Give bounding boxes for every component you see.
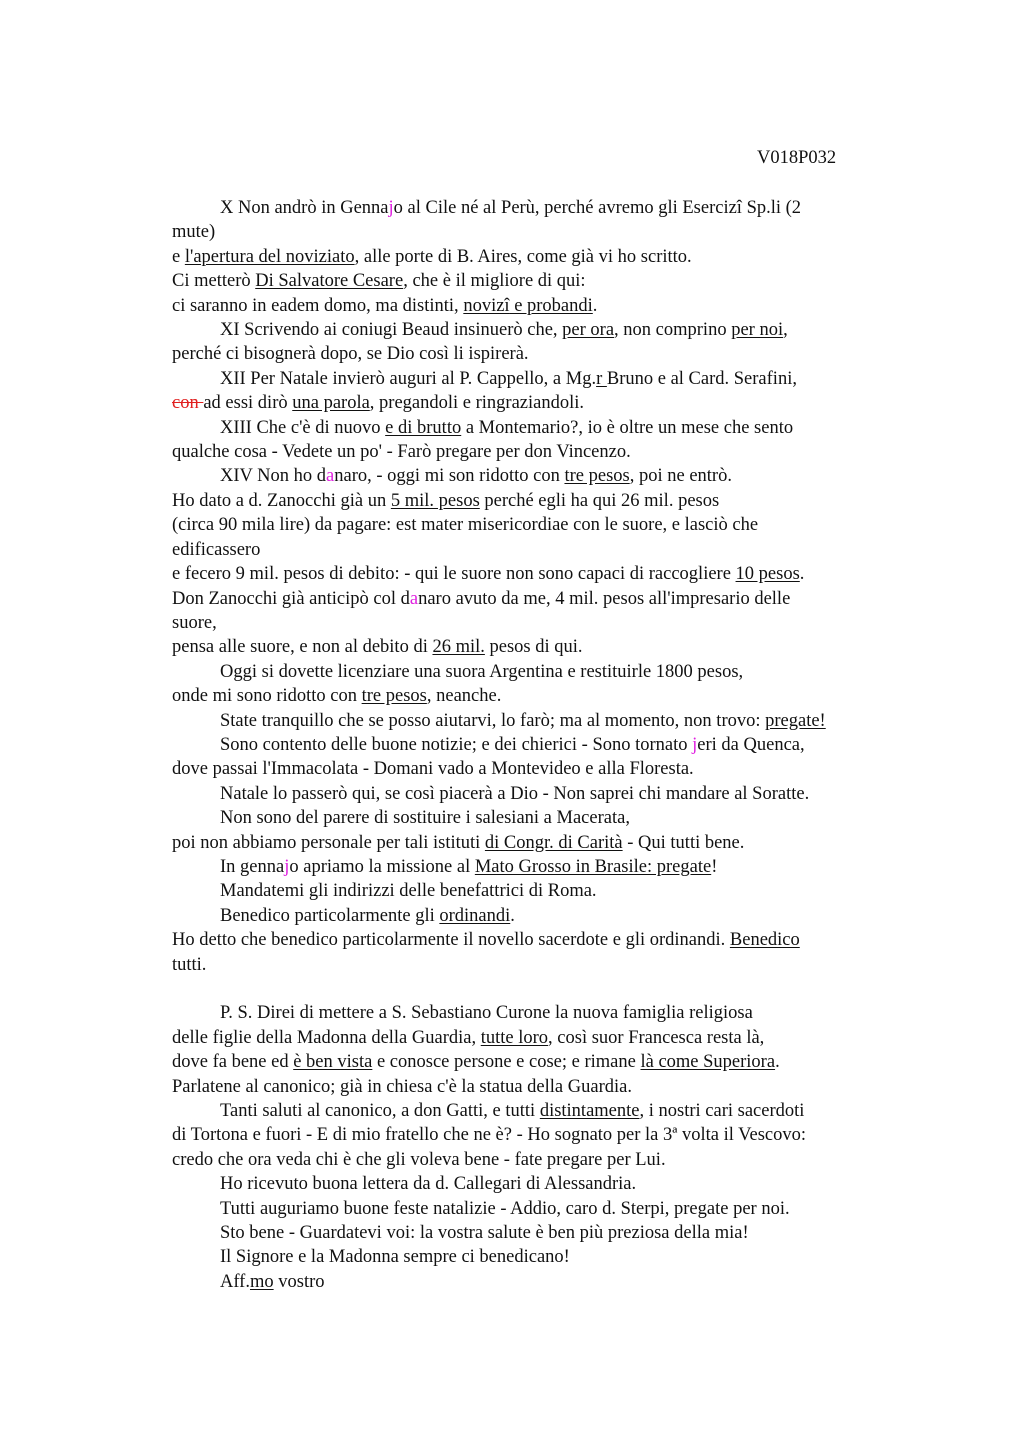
underlined-text: 10 pesos — [735, 564, 800, 585]
text-segment: vostro — [273, 1271, 325, 1292]
text-segment: Benedico particolarmente gli — [220, 905, 440, 926]
text-segment: delle figlie della Madonna della Guardia, — [172, 1027, 481, 1048]
text-line — [172, 953, 902, 977]
text-line — [172, 220, 902, 244]
text-segment: pensa alle suore, e non al debito di — [172, 637, 433, 658]
text-line — [172, 318, 902, 342]
text-segment: dove fa bene ed — [172, 1052, 294, 1073]
text-segment: XIII Che c'è di nuovo — [220, 417, 386, 438]
text-segment: naro avuto da me, 4 mil. pesos all'impresario delle — [418, 588, 791, 609]
text-line — [172, 269, 902, 293]
highlighted-correction: a — [326, 466, 335, 487]
text-segment: suore, — [172, 612, 217, 633]
text-segment: onde mi sono ridotto con — [172, 686, 362, 707]
text-line — [172, 1001, 902, 1025]
text-line — [172, 1075, 902, 1099]
text-segment: . — [799, 564, 805, 585]
text-segment: , poi ne entrò. — [629, 466, 732, 487]
text-segment: o al Cile né al Perù, perché avremo gli Esercizi — [393, 198, 742, 218]
highlighted-correction: j — [388, 198, 394, 218]
text-line — [172, 562, 902, 586]
text-line — [172, 831, 902, 855]
text-segment: Ho dato a d. Zanocchi già un — [172, 490, 391, 511]
text-line — [172, 1123, 902, 1147]
text-line — [172, 733, 902, 757]
text-line — [172, 1245, 902, 1269]
text-segment: ! — [711, 856, 718, 877]
text-line — [172, 709, 902, 733]
text-line — [172, 587, 902, 611]
highlighted-correction: j — [692, 734, 698, 755]
text-line — [172, 684, 902, 708]
underlined-text: tutte loro — [480, 1027, 549, 1048]
text-line — [172, 294, 902, 318]
text-segment: Tutti auguriamo buone feste natalizie - Addio, caro d. Sterpi, pregate per noi. — [220, 1198, 790, 1219]
text-segment: e fecero 9 mil. pesos di debito: - qui le suore non sono capaci di raccogliere — [172, 564, 736, 585]
underlined-text: e probandi — [509, 295, 593, 316]
text-segment: P. S. Direi di mettere a S. Sebastiano Curone la nuova famiglia religiosa — [220, 1003, 753, 1024]
text-segment: Aff. — [220, 1271, 250, 1292]
highlighted-correction: a — [409, 588, 419, 609]
text-segment: dove passai l'Immacolata - Domani vado a Montevideo e alla Floresta. — [172, 759, 694, 780]
text-segment: poi non abbiamo personale per tali istituti — [172, 832, 485, 853]
text-line — [172, 1197, 902, 1221]
text-line — [172, 538, 902, 562]
text-segment: Mandatemi gli indirizzi delle benefattrici di Roma. — [220, 881, 597, 902]
text-segment: , che è il migliore di qui: — [403, 271, 586, 292]
underlined-text: ordinandi — [439, 905, 511, 926]
deleted-text: con — [172, 393, 204, 414]
underlined-text: novizi — [463, 295, 510, 316]
text-line — [172, 635, 902, 659]
underlined-text: mo — [249, 1271, 274, 1292]
underlined-text: tre pesos — [564, 466, 630, 487]
text-segment: Sono contento delle buone notizie; e dei chierici - Sono tornato — [220, 734, 693, 755]
underlined-text: per noi — [731, 320, 784, 341]
page-id: V018P032 — [757, 148, 837, 168]
text-segment: - Qui tutti bene. — [622, 832, 745, 853]
text-line — [172, 1221, 902, 1245]
letter-body — [172, 196, 902, 1294]
text-segment: Parlatene al canonico; già in chiesa c'è la statua della Guardia. — [172, 1076, 632, 1097]
text-segment: edificassero — [172, 539, 261, 560]
text-segment: . — [592, 295, 598, 316]
text-segment: Tanti saluti al canonico, a don Gatti, e tutti — [220, 1101, 540, 1122]
text-line — [172, 440, 902, 464]
text-segment: , così suor Francesca resta là, — [548, 1027, 765, 1048]
text-segment: Bruno e al Card. Serafini, — [606, 368, 797, 389]
text-segment: di Tortona e fuori - E di mio fratello che ne è? - Ho sognato per la 3ª volta il Vescovo: — [172, 1125, 807, 1146]
text-segment: Non sono del parere di sostituire i salesiani a Macerata, — [220, 808, 630, 829]
text-segment: (circa 90 mila lire) da pagare: est mater misericordiae con le suore, e lasciò che — [172, 515, 759, 536]
text-segment: , — [783, 320, 788, 341]
text-segment: . — [510, 905, 515, 926]
text-segment: Oggi si dovette licenziare una suora Argentina e restituirle 1800 pesos, — [220, 661, 744, 682]
text-line — [172, 1099, 902, 1123]
underlined-text: distintamente — [539, 1101, 640, 1122]
underlined-text: tre pesos — [361, 686, 427, 707]
text-segment: perché ci bisognerà dopo, se Dio così li ispirerà. — [172, 344, 529, 365]
text-segment: . — [775, 1052, 780, 1073]
text-segment: e — [172, 246, 185, 267]
text-line — [172, 513, 902, 537]
text-segment: Ho detto che benedico particolarmente il novello sacerdote e gli ordinandi. — [172, 930, 730, 951]
text-line — [172, 660, 902, 684]
text-line — [172, 416, 902, 440]
text-segment: ci saranno in eadem domo, ma distinti, — [172, 295, 464, 316]
underlined-text: una parola — [292, 393, 370, 414]
text-line — [172, 489, 902, 513]
underlined-text: l'apertura del noviziato — [184, 246, 355, 267]
text-segment: Sto bene - Guardatevi voi: la vostra salute è ben più preziosa della mia! — [220, 1223, 749, 1244]
text-segment: , alle porte di B. Aires, come già vi ho scritto. — [354, 246, 692, 267]
text-line — [172, 1270, 902, 1294]
text-line — [172, 245, 902, 269]
text-segment: eri da Quenca, — [697, 734, 805, 755]
text-segment: naro, - oggi mi son ridotto con — [334, 466, 565, 487]
text-segment: XI Scrivendo ai coniugi Beaud insinuerò che, — [220, 320, 563, 341]
underlined-text: Benedico — [729, 930, 800, 951]
text-line — [172, 904, 902, 928]
underlined-text: Mato Grosso in Brasile: pregate — [474, 856, 712, 877]
text-segment: pesos di qui. — [484, 637, 583, 658]
text-segment: Natale lo passerò qui, se così piacerà a Dio - Non saprei chi mandare al Soratte. — [220, 783, 810, 804]
text-line — [172, 342, 902, 366]
text-line — [172, 1148, 902, 1172]
text-line — [172, 1026, 902, 1050]
underlined-text: 26 mil. — [432, 637, 485, 658]
text-segment: perché egli ha qui 26 mil. pesos — [479, 490, 720, 511]
text-line — [172, 611, 902, 635]
text-segment: qualche cosa - Vedete un po' - Farò pregare per don Vincenzo. — [172, 442, 631, 463]
text-line — [172, 464, 902, 488]
text-segment: o apriamo la missione al — [289, 856, 475, 877]
text-segment: e conosce persone e cose; e rimane — [372, 1052, 641, 1073]
text-segment: Sp.li (2 — [741, 198, 802, 218]
text-segment: credo che ora veda chi è che gli voleva bene - fate pregare per Lui. — [172, 1149, 666, 1170]
text-segment: X Non andrò in Genna — [220, 198, 389, 218]
text-line — [172, 757, 902, 781]
underlined-text: di Congr. di Carità — [484, 832, 623, 853]
highlighted-correction: j — [284, 856, 290, 877]
text-segment: a Montemario?, io è oltre un mese che sento — [461, 417, 794, 438]
text-line — [172, 782, 902, 806]
text-segment: tutti. — [172, 954, 207, 975]
text-line — [172, 879, 902, 903]
underlined-text: là come Superiora — [640, 1052, 776, 1073]
underlined-text: Di Salvatore Cesare — [255, 271, 404, 292]
text-segment: ad essi dirò — [203, 393, 293, 414]
underlined-text: r — [596, 368, 607, 389]
text-line — [172, 367, 902, 391]
underlined-text: 5 mil. pesos — [390, 490, 480, 511]
text-segment: Ci metterò — [172, 271, 256, 292]
text-line — [172, 855, 902, 879]
text-segment: , pregandoli e ringraziandoli. — [369, 393, 585, 414]
underlined-text: e di brutto — [385, 417, 462, 438]
text-segment: , i nostri cari sacerdoti — [639, 1101, 805, 1122]
text-segment: XII Per Natale invierò auguri al P. Cappello, a Mg. — [220, 368, 597, 389]
text-segment: , non comprino — [614, 320, 732, 341]
text-segment: State tranquillo che se posso aiutarvi, lo farò; ma al momento, non trovo: — [220, 710, 766, 731]
underlined-text: pregate! — [765, 710, 826, 731]
underlined-text: è ben vista — [293, 1052, 373, 1073]
text-segment: Ho ricevuto buona lettera da d. Callegari di Alessandria. — [220, 1174, 637, 1195]
underlined-text: per ora — [562, 320, 615, 341]
text-line — [172, 1172, 902, 1196]
text-line — [172, 928, 902, 952]
text-segment: , neanche. — [426, 686, 502, 707]
text-line — [172, 391, 902, 415]
text-segment: mute) — [172, 222, 216, 243]
text-segment: Don Zanocchi già anticipò col d — [172, 588, 410, 609]
text-line — [172, 806, 902, 830]
text-segment: In genna — [220, 856, 285, 877]
text-line — [172, 1050, 902, 1074]
text-segment: Il Signore e la Madonna sempre ci benedicano! — [220, 1247, 570, 1268]
text-segment: XIV Non ho d — [220, 466, 327, 487]
text-line — [172, 196, 902, 220]
